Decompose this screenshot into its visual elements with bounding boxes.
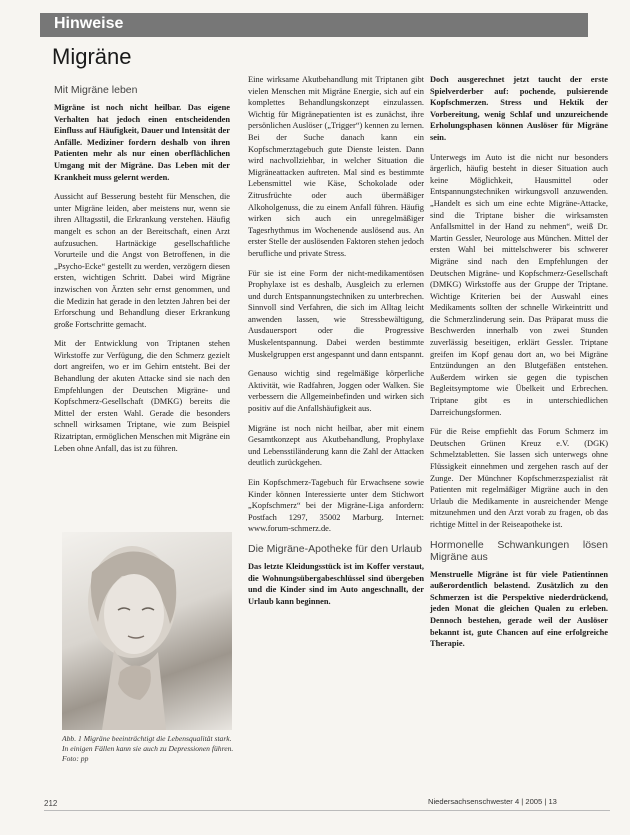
- column-middle: [248, 74, 424, 615]
- body-paragraph: Migräne ist noch nicht heilbar, aber mit einem Gesamtkonzept aus Akutbehandlung, Prophylaxe und Lebensstiländerung kann die Zahl der Attacken deutlich zurückgehen.: [248, 423, 424, 468]
- body-paragraph: Für die Reise empfiehlt das Forum Schmerz im Deutschen Grünen Kreuz e.V. (DGK) Schmelztabletten. Sie lassen sich unterwegs ohne Flüssigkeit einnehmen und zergehen rasch auf der Zunge. Der Münchner Kopfschmerzspezialist rät Patienten mit regelmäßiger Migräne auch in den Urlaub die Medikamente in ausreichender Menge mitzunehmen und den Arzt vorab zu fragen, ob das richtige Mittel in der Reiseapotheke ist.: [430, 427, 608, 529]
- column-left: [54, 84, 230, 462]
- body-paragraph: Genauso wichtig sind regelmäßige körperliche Aktivität, wie Radfahren, Joggen oder Walken. Sie verbessern die Allgemeinbefinden und wirken sich positiv auf die Anfallshäufigkeit aus.: [248, 369, 424, 414]
- body-paragraph-bold: Menstruelle Migräne ist für viele Patientinnen außerordentlich belastend. Zusätzlich zu den Schmerzen ist die Perspektive niederdrückend, jeden Monat die gleichen Qualen zu erleben. Dennoch bestehen, gerade weil der Auslöser bekannt ist, gute Chancen auf eine erfolgreiche Therapie.: [430, 569, 608, 649]
- footer-divider: [44, 810, 610, 811]
- body-paragraph-bold: Das letzte Kleidungsstück ist im Koffer verstaut, die Wohnungsübergabeschlüssel sind übergeben und die Kinder sind im Auto angeschnallt, der Urlaub kann beginnen.: [248, 561, 424, 606]
- section-banner-label: Hinweise: [54, 15, 124, 32]
- intro-paragraph: Migräne ist noch nicht heilbar. Das eigene Verhalten hat jedoch einen entscheidenden Einfluss auf Häufigkeit, Dauer und Intensität der Anfälle. Mediziner fordern deshalb von ihren Patienten mehr als nur einen oberflächlichen Umgang mit der Migräne. Das Leben mit der Krankheit muss gelernt werden.: [54, 103, 230, 182]
- body-paragraph-bold: Doch ausgerechnet jetzt taucht der erste Spielverderber auf: pochende, pulsierende Kopfschmerzen. Stress und Hektik der Vorbereitung, wenig Schlaf und unzureichende Erholungsphasen können Auslöser für Migräne sein.: [430, 75, 608, 142]
- article-photo: [62, 532, 232, 730]
- woman-with-headache-illustration: [62, 532, 232, 730]
- subheading-migraene-apotheke: Die Migräne-Apotheke für den Urlaub: [248, 542, 422, 555]
- body-paragraph: Aussicht auf Besserung besteht für Menschen, die unter Migräne leiden, aber meistens nur, wenn sie ihren Alltagsstil, die Erkrankung verstehen. Häufig mangelt es schon an der Bereitschaft, einen Arzt aufzusuchen. Hartnäckige gesellschaftliche Vorurteile und die Angst von Betroffenen, in die „Psycho-Ecke“ gestellt zu werden, verzögern diesen ersten, wichtigen Schritt. Dabei wird Migräne inzwischen von Ärzten sehr ernst genommen, und die Medizin hat gerade in den letzten Jahren bei der Erforschung und Behandlung dieser Erkrankung große Fortschritte gemacht.: [54, 192, 230, 329]
- body-paragraph: Unterwegs im Auto ist die nicht nur besonders ärgerlich, häufig besteht in dieser Situation auch keine Möglichkeit, Hausmittel oder Entspannungstechniken wirkungsvoll anzuwenden. „Handelt es sich um eine echte Migräne-Attacke, sind die Triptane bisher die wirksamsten Anfallsmittel in der Hand zu nehmen“, weiß Dr. Martin Gessler, Neurologe aus München. Mittel der ersten Wahl bei mittelschwerer bis schwerer Migräne sind nach den Empfehlungen der Deutschen Migräne- und Kopfschmerz-Gesellschaft (DMKG) Wirkstoffe aus der Gruppe der Triptane. Wichtige Kriterien bei der Auswahl eines Medikaments sollten der schnelle Wirkeintritt und die Schmerzlinderung sein. Das Präparat muss die Beschwerden innerhalb von zwei Stunden zuverlässig beseitigen, erklärt Gessler. Triptane greifen im Kopf genau dort an, wo bei Migräne Entzündungen an den Blutgefäßen entstehen. Außerdem wirken sie gegen die typischen Begleitsymptome wie Übelkeit und Erbrechen. Triptane gibt es in unterschiedlichen Darreichungsformen.: [430, 152, 608, 417]
- body-paragraph: Ein Kopfschmerz-Tagebuch für Erwachsene sowie Kinder können Interessierte unter dem Stichwort „Kopfschmerz“ bei der Migräne-Liga anfordern: Postfach 1297, 35002 Marburg. Internet: www.forum-schmerz.de.: [248, 478, 424, 534]
- section-banner: [40, 13, 588, 37]
- article-title: Migräne: [52, 44, 132, 69]
- body-paragraph: Mit der Entwicklung von Triptanen stehen Wirkstoffe zur Verfügung, die den Schmerz gezielt dort angreifen, wo er im Gehirn entsteht. Bei der Behandlung der akuten Attacke sind sie nach den Empfehlungen der Deutschen Migräne- und Kopfschmerz-Gesellschaft (DMKG) bereits die Mittel der ersten Wahl. Gerade die besonders schnell wirksamen Triptane, wie zum Beispiel Rizatriptan, ermöglichen Menschen mit Migräne ein Leben ohne Anfall, das ist zu führen.: [54, 339, 230, 453]
- journal-footer: Niedersachsenschwester 4 | 2005 | 13: [428, 797, 557, 806]
- column-right: [430, 74, 608, 658]
- page-number: 212: [44, 799, 58, 808]
- subheading-hormonelle-schwankungen: Hormonelle Schwankungen lösen Migräne aus: [430, 538, 608, 563]
- body-paragraph: Eine wirksame Akutbehandlung mit Triptanen gibt vielen Menschen mit Migräne Energie, sich auf ein komplettes Behandlungskonzept einzulassen. Wichtig für Migränepatienten ist es zunächst, ihre persönlichen Auslöser („Trigger“) kennen zu lernen. Bei der Suche danach kann ein Kopfschmerztagebuch gute Dienste leisten. Dann wird nachvollziehbar, in welcher Situation die Migräneattacken auftreten. Mal sind es bestimmte Lebensmittel wie Käse, Schokolade oder Zitrusfrüchte oder auch übermäßiger Alkoholgenuss, die zu einem Anfall führen. Häufig wirken sich auch ein unregelmäßiger Tagesrhythmus im Wochenende auslösend aus. An erster Stelle der auslösenden Faktoren stehen jedoch berufliche und private Stress.: [248, 75, 424, 258]
- body-paragraph: Für sie ist eine Form der nicht-medikamentösen Prophylaxe ist es deshalb, Ausgleich zu erlernen und durch Entspannungstechniken zu unterbrechen. Sinnvoll sind Verfahren, die sich im Alltag leicht anwenden lassen, wie Stressbewältigung, Ausdauersport oder die Progressive Muskelentspannung. Dabei werden bestimmte Muskelgruppen erst angespannt und dann entspannt.: [248, 268, 424, 359]
- subheading-mit-migraene-leben: Mit Migräne leben: [54, 84, 138, 96]
- photo-caption: Abb. 1 Migräne beeinträchtigt die Lebensqualität stark. In einigen Fällen kann sie auch zu Depressionen führen. Foto: pp: [62, 734, 234, 763]
